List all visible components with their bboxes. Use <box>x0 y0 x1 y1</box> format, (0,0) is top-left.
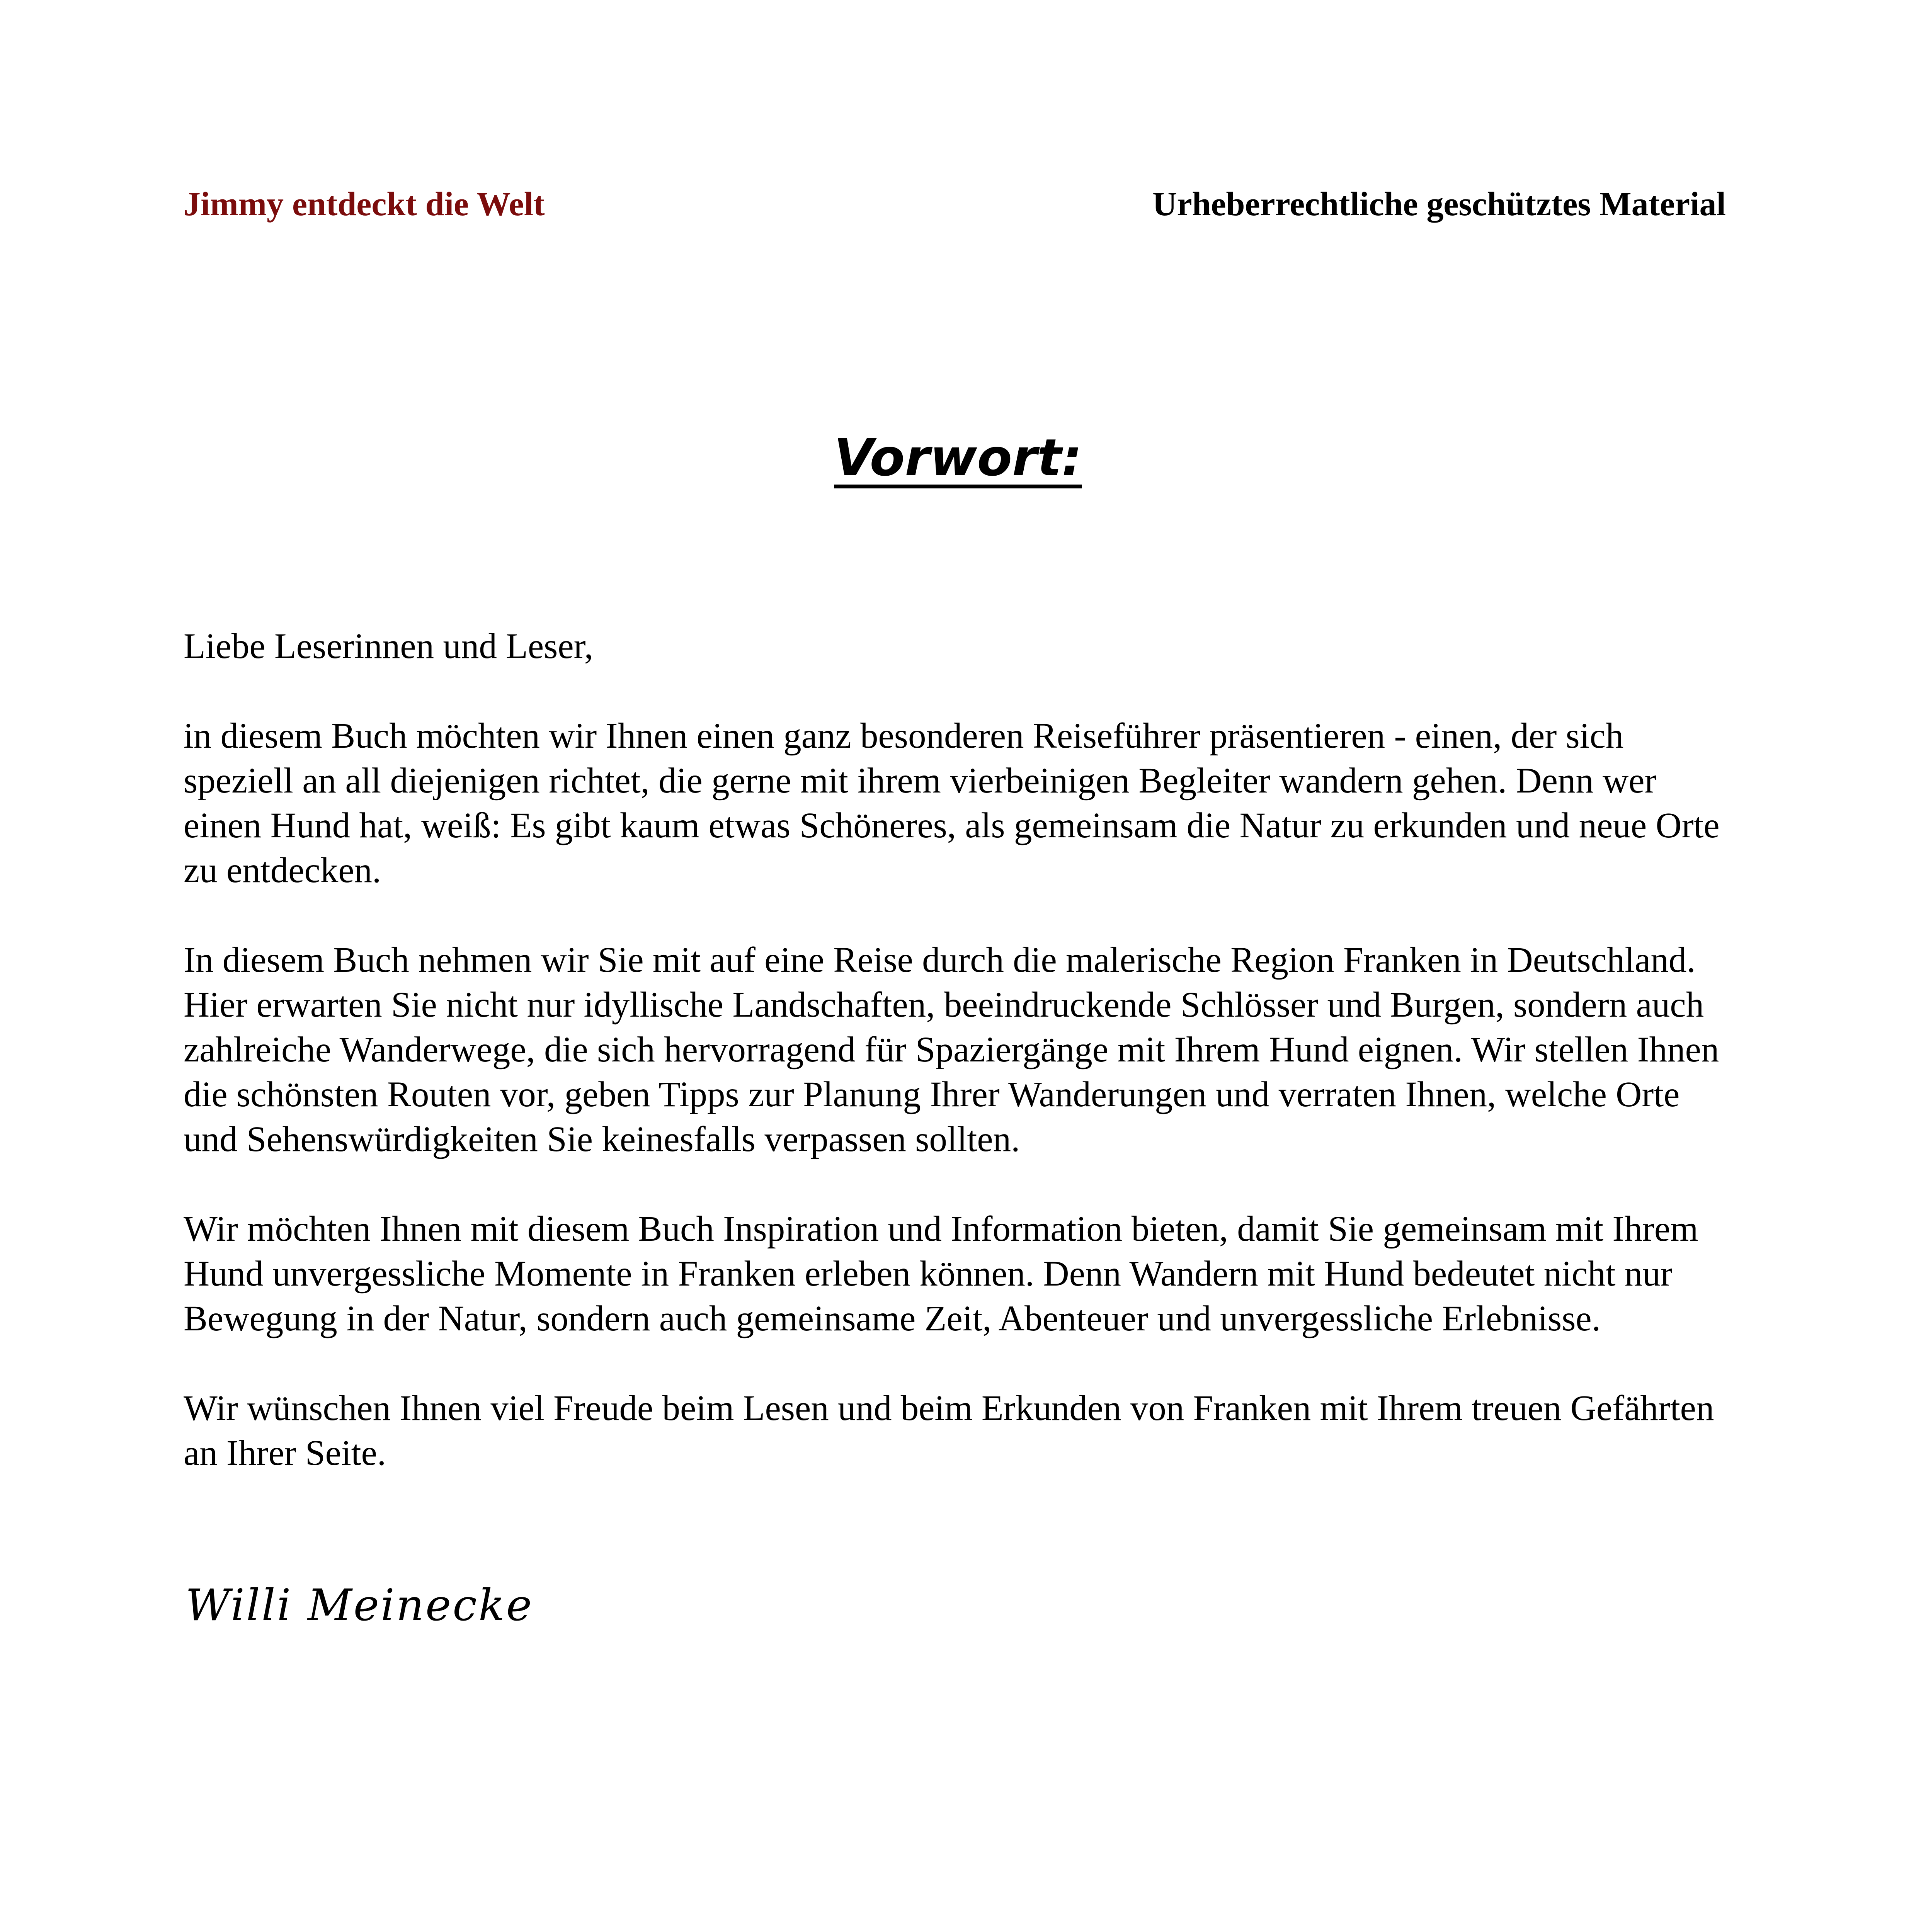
paragraph: Wir wünschen Ihnen viel Freude beim Lesen und beim Erkunden von Franken mit Ihrem treuen Gefährten an Ihrer Seite. <box>184 1388 1714 1473</box>
paragraph-greeting: Liebe Leserinnen und Leser, <box>184 626 594 666</box>
body-text <box>184 624 1741 1520</box>
paragraph: in diesem Buch möchten wir Ihnen einen ganz besonderen Reiseführer präsentieren - einen, der sich speziell an all diejenigen richtet, die gerne mit ihrem vierbeinigen Begleiter wandern gehen. Denn wer einen Hund hat, weiß: Es gibt kaum etwas Schöneres, als gemeinsam die Natur zu erkunden und neue Orte zu entdecken. <box>184 716 1720 890</box>
paragraph: Wir möchten Ihnen mit diesem Buch Inspiration und Information bieten, damit Sie gemeinsam mit Ihrem Hund unvergessliche Momente in Franken erleben können. Denn Wandern mit Hund bedeutet nicht nur Bewegung in der Natur, sondern auch gemeinsame Zeit, Abenteuer und unvergessliche Erlebnisse. <box>184 1209 1698 1338</box>
paragraph: In diesem Buch nehmen wir Sie mit auf eine Reise durch die malerische Region Franken in Deutschland. Hier erwarten Sie nicht nur idyllische Landschaften, beeindruckende Schlösser und Burgen, sondern auch zahlreiche Wanderwege, die sich hervorragend für Spaziergänge mit Ihrem Hund eignen. Wir stellen Ihnen die schönsten Routen vor, geben Tipps zur Planung Ihrer Wanderungen und verraten Ihnen, welche Orte und Sehenswürdigkeiten Sie keinesfalls verpassen sollten. <box>184 940 1719 1159</box>
page-title <box>0 428 1916 488</box>
page-title-text: Vorwort: <box>834 428 1082 488</box>
header-book-title: Jimmy entdeckt die Welt <box>184 185 545 223</box>
header-copyright-note: Urheberrechtliche geschütztes Material <box>1152 185 1726 223</box>
author-signature: Willi Meinecke <box>185 1580 534 1631</box>
